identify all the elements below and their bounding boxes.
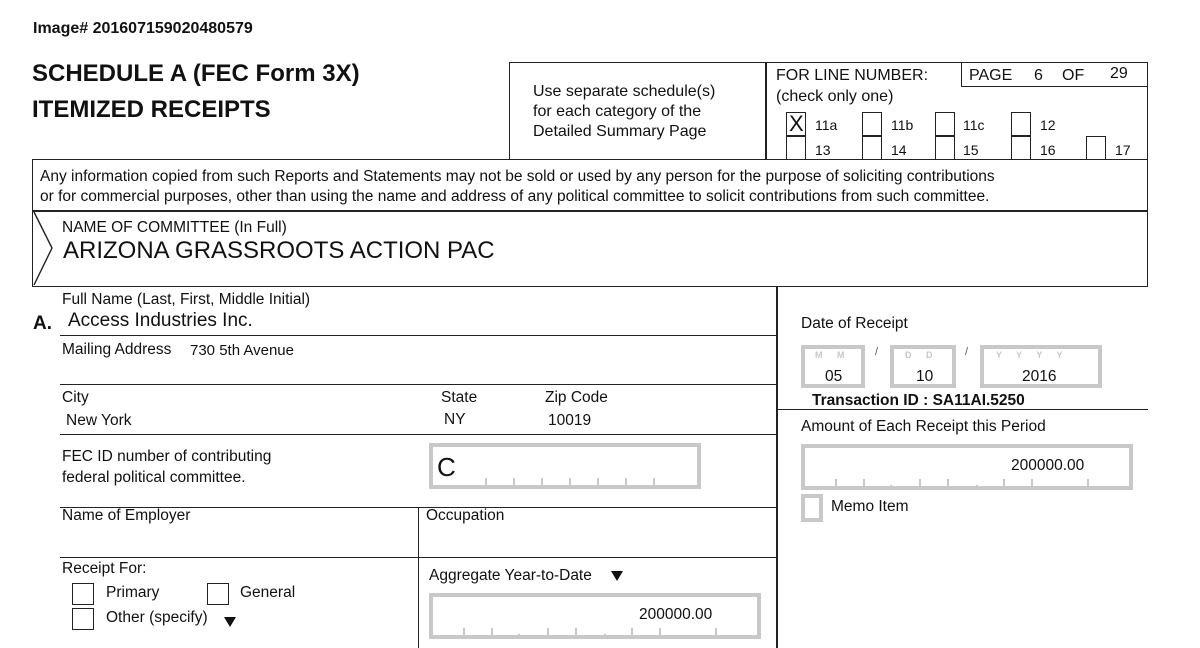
date-month-value: 05	[825, 368, 843, 385]
line-12-label: 12	[1040, 117, 1056, 133]
employer-label: Name of Employer	[62, 507, 191, 524]
line-14-checkbox[interactable]	[862, 136, 882, 160]
image-id: Image# 201607159020480579	[33, 20, 253, 37]
notice-line-1: Any information copied from such Reports and Statements may not be sold or used by any person for the purpose of soliciting contributions	[40, 168, 995, 185]
date-year-input[interactable]	[980, 345, 1102, 388]
address-rule	[60, 384, 776, 385]
date-label: Date of Receipt	[801, 315, 908, 332]
memo-item-checkbox[interactable]	[801, 494, 823, 522]
aggregate-value: 200000.00	[639, 606, 713, 623]
form-subtitle: ITEMIZED RECEIPTS	[32, 96, 271, 123]
date-sep-2: /	[965, 346, 969, 358]
comma-mark: ,	[517, 623, 521, 639]
line-11c-checkbox[interactable]	[935, 112, 955, 136]
checkmark-icon: X	[789, 111, 804, 136]
state-value[interactable]: NY	[444, 411, 466, 428]
zip-label: Zip Code	[545, 389, 608, 406]
line-12-checkbox[interactable]	[1011, 112, 1031, 136]
transaction-id: Transaction ID : SA11AI.5250	[812, 392, 1025, 409]
fec-id-label-1: FEC ID number of contributing	[62, 448, 272, 465]
line-15-checkbox[interactable]	[935, 136, 955, 160]
line-17-checkbox[interactable]	[1086, 136, 1106, 160]
general-label: General	[240, 584, 296, 601]
full-name-value[interactable]: Access Industries Inc.	[68, 310, 253, 331]
line-11a-checkbox[interactable]	[786, 112, 806, 136]
primary-checkbox[interactable]	[72, 583, 94, 605]
line-11b-label: 11b	[891, 117, 914, 133]
primary-label: Primary	[106, 584, 160, 601]
date-yyyy-hint: Y Y Y Y	[996, 350, 1069, 360]
fec-id-prefix: C	[437, 452, 456, 482]
comma-mark: ,	[889, 474, 893, 490]
committee-arrow-icon	[32, 210, 56, 287]
employer-divider	[418, 507, 419, 558]
fec-id-label-2: federal political committee.	[62, 469, 246, 486]
date-month-input[interactable]	[801, 345, 865, 388]
full-name-label: Full Name (Last, First, Middle Initial)	[62, 291, 311, 308]
page-label: PAGE	[969, 67, 1013, 84]
committee-label: NAME OF COMMITTEE (In Full)	[62, 219, 287, 236]
line-13-label: 13	[815, 142, 831, 158]
separate-schedule-text-1: Use separate schedule(s)	[533, 83, 716, 100]
transaction-rule	[776, 409, 1148, 410]
city-label: City	[62, 389, 89, 406]
other-checkbox[interactable]	[72, 608, 94, 630]
aggregate-divider	[418, 557, 419, 648]
amount-input[interactable]	[801, 444, 1133, 490]
for-line-number-label: FOR LINE NUMBER:	[776, 67, 929, 84]
fec-id-input[interactable]	[429, 443, 701, 489]
aggregate-input[interactable]	[429, 593, 761, 639]
separate-schedule-text-2: for each category of the	[533, 103, 702, 120]
check-only-one-label: (check only one)	[776, 88, 894, 105]
occupation-label: Occupation	[426, 507, 505, 524]
line-16-label: 16	[1040, 142, 1056, 158]
general-checkbox[interactable]	[207, 583, 229, 605]
city-value[interactable]: New York	[66, 412, 132, 429]
date-day-input[interactable]	[890, 345, 956, 388]
form-title: SCHEDULE A (FEC Form 3X)	[32, 60, 360, 87]
date-day-value: 10	[916, 368, 934, 385]
date-sep-1: /	[875, 346, 879, 358]
receipt-for-label: Receipt For:	[62, 560, 147, 577]
zip-value[interactable]: 10019	[548, 412, 592, 429]
comma-mark: ,	[975, 474, 979, 490]
city-rule	[60, 434, 776, 435]
line-17-label: 17	[1115, 142, 1131, 158]
mailing-address-label: Mailing Address	[62, 341, 172, 358]
section-divider	[776, 287, 778, 648]
mailing-address-value[interactable]: 730 5th Avenue	[190, 342, 294, 359]
page-total: 29	[1110, 65, 1128, 82]
date-mm-hint: M M	[815, 350, 851, 360]
amount-label: Amount of Each Receipt this Period	[801, 418, 1046, 435]
line-14-label: 14	[891, 142, 907, 158]
of-label: OF	[1062, 67, 1085, 84]
date-year-value: 2016	[1022, 368, 1057, 385]
amount-value: 200000.00	[1011, 457, 1085, 474]
aggregate-arrow-down-icon	[610, 570, 624, 582]
committee-name: ARIZONA GRASSROOTS ACTION PAC	[63, 237, 495, 264]
comma-mark: ,	[603, 623, 607, 639]
other-arrow-down-icon	[223, 616, 237, 628]
line-13-checkbox[interactable]	[786, 136, 806, 160]
date-dd-hint: D D	[905, 350, 939, 360]
other-label: Other (specify)	[106, 609, 208, 626]
line-11b-checkbox[interactable]	[862, 112, 882, 136]
aggregate-label: Aggregate Year-to-Date	[429, 567, 592, 584]
full-name-rule	[60, 335, 776, 336]
page-number: 6	[1034, 67, 1043, 84]
notice-line-2: or for commercial purposes, other than using the name and address of any political committee to solicit contributions from such committee.	[40, 188, 990, 205]
line-11a-label: 11a	[815, 117, 838, 133]
line-11c-label: 11c	[963, 117, 985, 133]
state-label: State	[441, 389, 478, 406]
memo-item-label: Memo Item	[831, 498, 909, 515]
line-15-label: 15	[963, 142, 979, 158]
entry-letter: A.	[33, 313, 52, 334]
separate-schedule-text-3: Detailed Summary Page	[533, 123, 707, 140]
line-16-checkbox[interactable]	[1011, 136, 1031, 160]
